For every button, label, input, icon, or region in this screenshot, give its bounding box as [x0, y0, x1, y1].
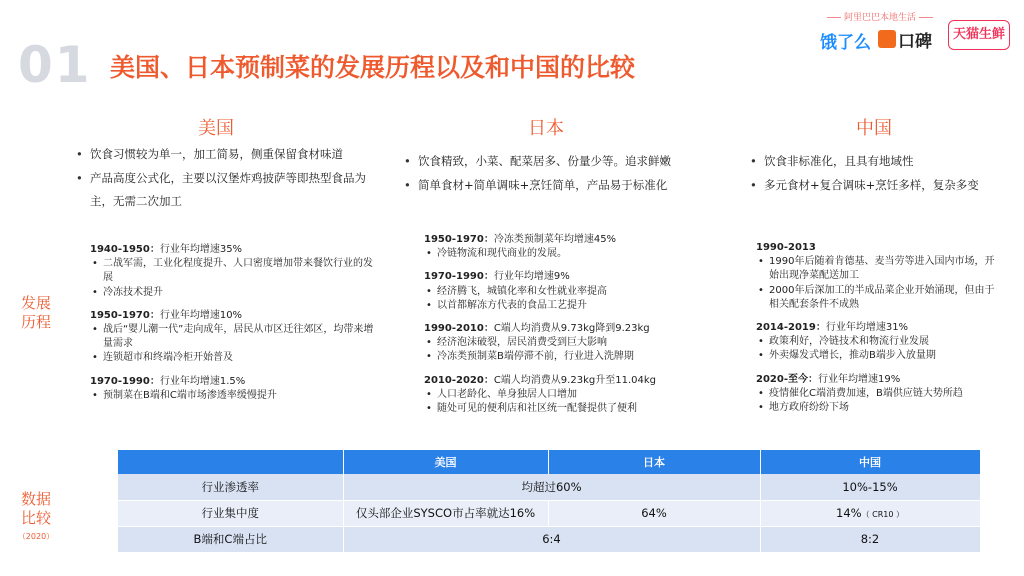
concentration-japan: 64%	[548, 500, 760, 526]
koubei-mark-icon	[878, 30, 896, 48]
alibaba-local-tagline: 阿里巴巴本地生活	[820, 10, 940, 23]
row-label-concentration: 行业集中度	[118, 500, 343, 526]
history-item: • 预制菜在B端和C端市场渗透率缓慢提升	[90, 389, 380, 403]
us-feature-1: • 饮食习惯较为单一，加工简易，侧重保留食材味道	[74, 143, 386, 167]
japan-feature-2: • 简单食材+简单调味+烹饪简单，产品易于标准化	[402, 174, 722, 198]
history-item: • 经济腾飞，城镇化率和女性就业率提高	[424, 285, 730, 299]
history-period: 1950-1970：行业年均增速10%	[90, 309, 243, 321]
us-feature-2: • 产品高度公式化，主要以汉堡炸鸡披萨等即热型食品为主，无需二次加工	[74, 167, 386, 214]
row-label-penetration: 行业渗透率	[118, 474, 343, 500]
tmall-fresh-logo: 天猫生鲜	[948, 20, 1010, 50]
row-label-b-c-ratio: B端和C端占比	[118, 526, 343, 552]
penetration-china: 10%-15%	[760, 474, 980, 500]
history-item: • 随处可见的便利店和社区统一配餐提供了便利	[424, 402, 730, 416]
penetration-us-japan: 均超过60%	[343, 474, 760, 500]
japan-feature-1: • 饮食精致，小菜、配菜居多、份量少等。追求鲜嫩	[402, 150, 722, 174]
table-row	[118, 500, 980, 526]
table-header-japan: 日本	[548, 450, 760, 474]
side-label-compare: 数据 比较	[20, 490, 51, 527]
history-period: 1990-2013	[756, 242, 816, 253]
koubei-logo: 口碑	[898, 32, 932, 52]
history-item: • 经济泡沫破裂，居民消费受到巨大影响	[424, 336, 730, 350]
history-period: 1970-1990：行业年均增速1.5%	[90, 375, 246, 387]
history-item: • 二战军需，工业化程度提升、人口密度增加带来餐饮行业的发展	[90, 257, 380, 285]
table-header-china: 中国	[760, 450, 980, 474]
side-label-history: 发展 历程	[20, 294, 51, 331]
history-item: • 冷冻技术提升	[90, 286, 380, 300]
china-features	[748, 150, 1018, 197]
column-head-us: 美国	[198, 118, 234, 139]
b-c-ratio-china: 8:2	[760, 526, 980, 552]
table-row	[118, 526, 980, 552]
history-period: 2010-2020：C端人均消费从9.23kg升至11.04kg	[424, 374, 656, 386]
history-period: 2020-至今：行业年均增速19%	[756, 373, 901, 385]
concentration-china: 14%（ CR10 ）	[760, 500, 980, 526]
comparison-table	[118, 450, 981, 553]
table-row	[118, 474, 980, 500]
eleme-logo: 饿了么	[820, 33, 871, 53]
history-item: • 战后“婴儿潮一代”走向成年，居民从市区迁往郊区，均带来增量需求	[90, 323, 380, 351]
history-item: • 疫情催化C端消费加速，B端供应链大势所趋	[756, 387, 1001, 401]
history-period: 1970-1990：行业年均增速9%	[424, 271, 570, 283]
concentration-us: 仅头部企业SYSCO市占率就达16%	[343, 500, 548, 526]
us-history	[90, 243, 380, 412]
japan-features	[402, 150, 722, 197]
china-history	[756, 241, 1001, 424]
history-item: • 冷冻类预制菜B端停滞不前，行业进入洗牌期	[424, 350, 730, 364]
table-header-blank	[118, 450, 343, 474]
history-item: • 以首都解冻方代表的食品工艺提升	[424, 299, 730, 313]
table-header-us: 美国	[343, 450, 548, 474]
history-item: • 地方政府纷纷下场	[756, 401, 1001, 415]
history-item: • 2000年后深加工的半成品菜企业开始涌现，但由于相关配套条件不成熟	[756, 284, 1001, 312]
history-item: • 冷链物流和现代商业的发展。	[424, 247, 730, 261]
china-feature-2: • 多元食材+复合调味+烹饪多样，复杂多变	[748, 174, 1018, 198]
history-period: 1950-1970：冷冻类预制菜年均增速45%	[424, 234, 617, 245]
china-feature-1: • 饮食非标准化，且具有地域性	[748, 150, 1018, 174]
history-item: • 连锁超市和终端冷柜开始普及	[90, 351, 380, 365]
b-c-ratio-us-japan: 6:4	[343, 526, 760, 552]
history-item: • 政策利好，冷链技术和物流行业发展	[756, 335, 1001, 349]
history-period: 2014-2019：行业年均增速31%	[756, 321, 909, 333]
history-period: 1990-2010：C端人均消费从9.73kg降到9.23kg	[424, 322, 650, 334]
history-period: 1940-1950：行业年均增速35%	[90, 244, 243, 255]
history-item: • 人口老龄化、单身独居人口增加	[424, 388, 730, 402]
us-features	[74, 143, 386, 214]
page-title: 美国、日本预制菜的发展历程以及和中国的比较	[110, 53, 636, 82]
slide-number: 01	[18, 36, 92, 94]
table-header-row	[118, 450, 980, 474]
japan-history	[424, 233, 730, 425]
side-label-compare-year: （2020）	[17, 532, 55, 541]
column-head-china: 中国	[856, 118, 892, 139]
history-item: • 外卖爆发式增长，推动B端步入放量期	[756, 349, 1001, 363]
column-head-japan: 日本	[528, 118, 564, 139]
history-item: • 1990年后随着肯德基、麦当劳等进入国内市场，开始出现净菜配送加工	[756, 255, 1001, 283]
